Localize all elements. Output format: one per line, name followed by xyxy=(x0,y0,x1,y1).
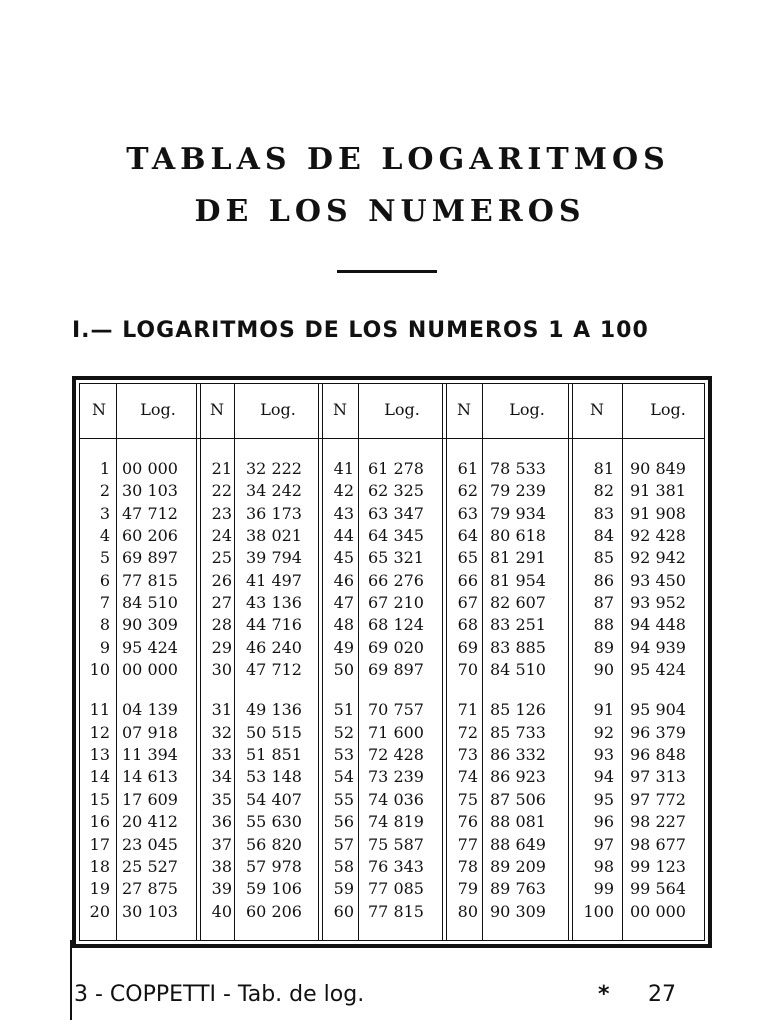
cell-number: 2 xyxy=(99,481,110,501)
cell-number: 30 xyxy=(211,660,232,680)
cell-log: 23 045 xyxy=(122,834,178,854)
title-divider xyxy=(337,270,437,273)
cell-log: 41 497 xyxy=(246,570,302,590)
cell-log: 76 343 xyxy=(368,856,424,876)
cell-number: 5 xyxy=(99,548,110,568)
cell-log: 82 607 xyxy=(490,593,546,613)
cell-number: 45 xyxy=(333,548,354,568)
cell-log: 70 757 xyxy=(368,700,424,720)
cell-number: 20 xyxy=(89,901,110,921)
cell-log: 89 763 xyxy=(490,879,546,899)
cell-number: 13 xyxy=(89,745,110,765)
cell-number: 37 xyxy=(211,834,232,854)
header-log: Log. xyxy=(140,400,176,419)
cell-number: 23 xyxy=(211,503,232,523)
header-n: N xyxy=(92,400,106,419)
cell-number: 11 xyxy=(89,700,110,720)
cell-number: 67 xyxy=(457,593,478,613)
cell-log: 77 815 xyxy=(122,570,178,590)
cell-number: 19 xyxy=(89,879,110,899)
cell-number: 100 xyxy=(583,901,614,921)
number-column xyxy=(446,458,478,923)
cell-number: 77 xyxy=(457,834,478,854)
page-number: 27 xyxy=(648,982,676,1007)
cell-number: 78 xyxy=(457,856,478,876)
cell-log: 90 849 xyxy=(630,459,686,478)
cell-number: 43 xyxy=(333,503,354,523)
cell-log: 83 251 xyxy=(490,615,546,635)
log-column xyxy=(246,458,318,923)
page-title-line2: DE LOS NUMEROS xyxy=(194,194,586,229)
cell-log: 84 510 xyxy=(122,593,178,613)
cell-log: 20 412 xyxy=(122,812,178,832)
cell-log: 90 309 xyxy=(122,615,178,635)
cell-log: 88 081 xyxy=(490,812,546,832)
cell-log: 99 564 xyxy=(630,879,686,899)
number-column xyxy=(322,458,354,923)
cell-log: 69 020 xyxy=(368,637,424,657)
cell-number: 85 xyxy=(593,548,614,568)
cell-log: 79 934 xyxy=(490,503,546,523)
cell-log: 39 794 xyxy=(246,548,302,568)
cell-number: 18 xyxy=(89,856,110,876)
cell-number: 47 xyxy=(333,593,354,613)
cell-number: 46 xyxy=(333,570,354,590)
cell-number: 22 xyxy=(211,481,232,501)
cell-number: 79 xyxy=(457,879,478,899)
cell-log: 36 173 xyxy=(246,503,302,523)
cell-log: 79 239 xyxy=(490,481,546,501)
cell-log: 57 978 xyxy=(246,856,302,876)
cell-log: 69 897 xyxy=(368,660,424,680)
cell-log: 00 000 xyxy=(630,901,686,921)
cell-log: 91 908 xyxy=(630,503,686,523)
cell-number: 71 xyxy=(457,700,478,720)
cell-number: 97 xyxy=(593,834,614,854)
cell-log: 46 240 xyxy=(246,637,302,657)
number-column xyxy=(572,458,614,923)
footer-star: * xyxy=(598,982,610,1007)
cell-log: 55 630 xyxy=(246,812,302,832)
cell-number: 44 xyxy=(333,526,354,546)
cell-log: 91 381 xyxy=(630,481,686,501)
cell-number: 83 xyxy=(593,503,614,523)
cell-number: 86 xyxy=(593,570,614,590)
cell-log: 54 407 xyxy=(246,789,302,809)
cell-log: 81 291 xyxy=(490,548,546,568)
cell-log: 43 136 xyxy=(246,593,302,613)
cell-log: 51 851 xyxy=(246,745,302,765)
cell-number: 92 xyxy=(593,722,614,742)
cell-number: 94 xyxy=(593,767,614,787)
cell-number: 34 xyxy=(211,767,232,787)
column-divider xyxy=(622,383,623,941)
section-heading: I.— LOGARITMOS DE LOS NUMEROS 1 A 100 xyxy=(72,318,649,343)
cell-number: 36 xyxy=(211,812,232,832)
cell-number: 38 xyxy=(211,856,232,876)
cell-number: 49 xyxy=(333,637,354,657)
cell-log: 99 123 xyxy=(630,856,686,876)
cell-log: 74 819 xyxy=(368,812,424,832)
cell-number: 28 xyxy=(211,615,232,635)
cell-number: 14 xyxy=(89,767,110,787)
cell-log: 95 424 xyxy=(630,660,686,680)
cell-number: 90 xyxy=(593,660,614,680)
cell-log: 11 394 xyxy=(122,745,178,765)
cell-number: 24 xyxy=(211,526,232,546)
log-column xyxy=(122,458,196,923)
cell-log: 92 942 xyxy=(630,548,686,568)
cell-number: 76 xyxy=(457,812,478,832)
cell-number: 6 xyxy=(99,570,110,590)
cell-number: 96 xyxy=(593,812,614,832)
cell-number: 58 xyxy=(333,856,354,876)
column-divider xyxy=(358,383,359,941)
cell-log: 62 325 xyxy=(368,481,424,501)
cell-log: 92 428 xyxy=(630,526,686,546)
cell-number: 8 xyxy=(99,615,110,635)
cell-log: 96 848 xyxy=(630,745,686,765)
cell-log: 94 939 xyxy=(630,637,686,657)
cell-number: 73 xyxy=(457,745,478,765)
cell-log: 64 345 xyxy=(368,526,424,546)
number-column xyxy=(76,458,110,923)
cell-number: 81 xyxy=(593,459,614,478)
cell-log: 25 527 xyxy=(122,856,178,876)
header-log: Log. xyxy=(384,400,420,419)
cell-number: 21 xyxy=(211,459,232,478)
page-title-line1: TABLAS DE LOGARITMOS xyxy=(126,142,670,177)
cell-number: 51 xyxy=(333,700,354,720)
cell-log: 88 649 xyxy=(490,834,546,854)
number-column xyxy=(200,458,232,923)
cell-number: 10 xyxy=(89,660,110,680)
cell-number: 12 xyxy=(89,722,110,742)
cell-number: 89 xyxy=(593,637,614,657)
cell-number: 91 xyxy=(593,700,614,720)
cell-log: 04 139 xyxy=(122,700,178,720)
cell-number: 41 xyxy=(333,459,354,478)
cell-log: 93 952 xyxy=(630,593,686,613)
cell-number: 84 xyxy=(593,526,614,546)
cell-number: 59 xyxy=(333,879,354,899)
header-n: N xyxy=(210,400,224,419)
cell-log: 85 733 xyxy=(490,722,546,742)
cell-log: 61 278 xyxy=(368,459,424,478)
cell-log: 71 600 xyxy=(368,722,424,742)
cell-number: 63 xyxy=(457,503,478,523)
cell-number: 39 xyxy=(211,879,232,899)
cell-log: 27 875 xyxy=(122,879,178,899)
column-divider xyxy=(116,383,117,941)
cell-log: 07 918 xyxy=(122,722,178,742)
cell-log: 77 085 xyxy=(368,879,424,899)
cell-number: 40 xyxy=(211,901,232,921)
cell-number: 61 xyxy=(457,459,478,478)
cell-number: 31 xyxy=(211,700,232,720)
cell-log: 72 428 xyxy=(368,745,424,765)
cell-log: 83 885 xyxy=(490,637,546,657)
column-divider xyxy=(234,383,235,941)
cell-log: 30 103 xyxy=(122,901,178,921)
log-column xyxy=(490,458,568,923)
header-log: Log. xyxy=(260,400,296,419)
cell-log: 00 000 xyxy=(122,660,178,680)
cell-number: 33 xyxy=(211,745,232,765)
cell-number: 26 xyxy=(211,570,232,590)
header-n: N xyxy=(590,400,604,419)
log-column xyxy=(630,458,710,923)
cell-log: 34 242 xyxy=(246,481,302,501)
cell-number: 82 xyxy=(593,481,614,501)
cell-number: 50 xyxy=(333,660,354,680)
cell-number: 27 xyxy=(211,593,232,613)
cell-number: 98 xyxy=(593,856,614,876)
cell-number: 1 xyxy=(99,459,110,478)
cell-log: 78 533 xyxy=(490,459,546,478)
cell-log: 97 772 xyxy=(630,789,686,809)
cell-number: 42 xyxy=(333,481,354,501)
cell-log: 69 897 xyxy=(122,548,178,568)
cell-log: 85 126 xyxy=(490,700,546,720)
cell-number: 35 xyxy=(211,789,232,809)
cell-number: 54 xyxy=(333,767,354,787)
cell-log: 98 677 xyxy=(630,834,686,854)
cell-number: 25 xyxy=(211,548,232,568)
cell-number: 65 xyxy=(457,548,478,568)
cell-number: 4 xyxy=(99,526,110,546)
margin-mark xyxy=(70,940,72,1020)
cell-log: 56 820 xyxy=(246,834,302,854)
cell-log: 53 148 xyxy=(246,767,302,787)
cell-log: 67 210 xyxy=(368,593,424,613)
cell-log: 80 618 xyxy=(490,526,546,546)
cell-number: 75 xyxy=(457,789,478,809)
cell-log: 60 206 xyxy=(122,526,178,546)
cell-number: 52 xyxy=(333,722,354,742)
cell-log: 17 609 xyxy=(122,789,178,809)
cell-number: 56 xyxy=(333,812,354,832)
cell-number: 99 xyxy=(593,879,614,899)
cell-number: 87 xyxy=(593,593,614,613)
cell-log: 00 000 xyxy=(122,459,178,478)
cell-number: 60 xyxy=(333,901,354,921)
cell-number: 17 xyxy=(89,834,110,854)
logarithm-table xyxy=(72,376,712,948)
cell-number: 69 xyxy=(457,637,478,657)
cell-number: 57 xyxy=(333,834,354,854)
header-log: Log. xyxy=(509,400,545,419)
cell-log: 86 332 xyxy=(490,745,546,765)
cell-number: 66 xyxy=(457,570,478,590)
header-n: N xyxy=(457,400,471,419)
cell-log: 49 136 xyxy=(246,700,302,720)
cell-log: 63 347 xyxy=(368,503,424,523)
cell-number: 16 xyxy=(89,812,110,832)
cell-number: 9 xyxy=(99,637,110,657)
cell-log: 93 450 xyxy=(630,570,686,590)
cell-number: 55 xyxy=(333,789,354,809)
cell-log: 68 124 xyxy=(368,615,424,635)
cell-log: 14 613 xyxy=(122,767,178,787)
cell-number: 72 xyxy=(457,722,478,742)
cell-number: 93 xyxy=(593,745,614,765)
cell-log: 97 313 xyxy=(630,767,686,787)
column-divider xyxy=(482,383,483,941)
cell-number: 70 xyxy=(457,660,478,680)
cell-log: 47 712 xyxy=(122,503,178,523)
cell-log: 95 904 xyxy=(630,700,686,720)
cell-log: 47 712 xyxy=(246,660,302,680)
cell-log: 87 506 xyxy=(490,789,546,809)
cell-number: 29 xyxy=(211,637,232,657)
cell-log: 86 923 xyxy=(490,767,546,787)
cell-log: 73 239 xyxy=(368,767,424,787)
header-log: Log. xyxy=(650,400,686,419)
cell-log: 95 424 xyxy=(122,637,178,657)
cell-number: 53 xyxy=(333,745,354,765)
cell-number: 64 xyxy=(457,526,478,546)
cell-number: 95 xyxy=(593,789,614,809)
cell-number: 88 xyxy=(593,615,614,635)
cell-log: 94 448 xyxy=(630,615,686,635)
cell-log: 77 815 xyxy=(368,901,424,921)
cell-log: 60 206 xyxy=(246,901,302,921)
cell-number: 7 xyxy=(99,593,110,613)
cell-log: 44 716 xyxy=(246,615,302,635)
cell-log: 66 276 xyxy=(368,570,424,590)
cell-log: 74 036 xyxy=(368,789,424,809)
cell-log: 50 515 xyxy=(246,722,302,742)
cell-number: 48 xyxy=(333,615,354,635)
footer-text: 3 - COPPETTI - Tab. de log. xyxy=(74,982,365,1007)
cell-log: 59 106 xyxy=(246,879,302,899)
cell-log: 81 954 xyxy=(490,570,546,590)
cell-log: 96 379 xyxy=(630,722,686,742)
cell-number: 68 xyxy=(457,615,478,635)
log-column xyxy=(368,458,442,923)
cell-number: 3 xyxy=(99,503,110,523)
cell-log: 65 321 xyxy=(368,548,424,568)
cell-log: 89 209 xyxy=(490,856,546,876)
cell-number: 15 xyxy=(89,789,110,809)
cell-number: 32 xyxy=(211,722,232,742)
cell-number: 80 xyxy=(457,901,478,921)
cell-number: 62 xyxy=(457,481,478,501)
cell-log: 90 309 xyxy=(490,901,546,921)
header-separator xyxy=(79,438,705,439)
cell-number: 74 xyxy=(457,767,478,787)
cell-log: 38 021 xyxy=(246,526,302,546)
cell-log: 98 227 xyxy=(630,812,686,832)
header-n: N xyxy=(333,400,347,419)
cell-log: 84 510 xyxy=(490,660,546,680)
cell-log: 30 103 xyxy=(122,481,178,501)
cell-log: 75 587 xyxy=(368,834,424,854)
cell-log: 32 222 xyxy=(246,459,302,478)
